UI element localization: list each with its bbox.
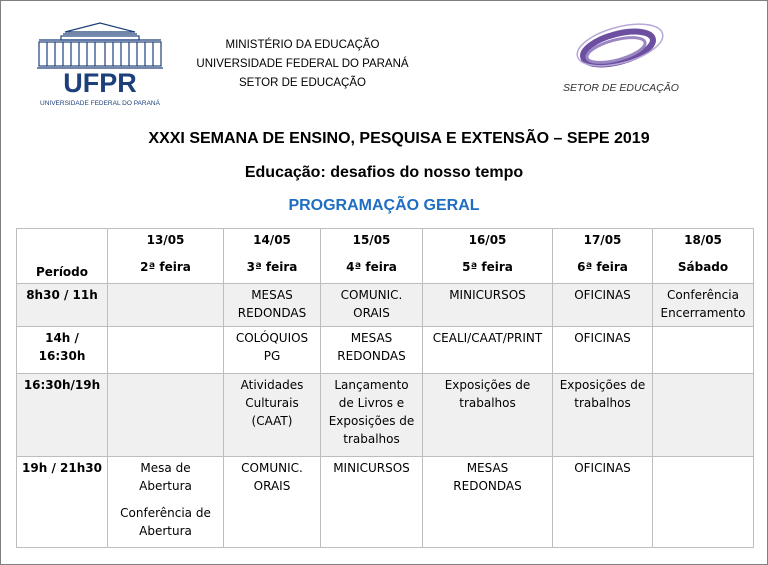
day-header [108, 229, 224, 284]
day-weekday: 3ª feira [246, 260, 298, 274]
day-date: 16/05 [468, 233, 507, 247]
activity-cell [423, 284, 553, 327]
period-text: 16:30h/19h [23, 378, 101, 392]
schedule-table [16, 228, 754, 548]
activity-text: OFICINAS [574, 461, 631, 475]
period-cell [17, 374, 108, 457]
activity-cell [423, 327, 553, 374]
activity-cell [108, 327, 224, 374]
activity-cell [224, 327, 321, 374]
day-date: 13/05 [146, 233, 185, 247]
period-text: 14h / [45, 331, 79, 345]
activity-text: MESAS [251, 288, 293, 302]
activity-text: trabalhos [574, 396, 631, 410]
activity-text: trabalhos [343, 432, 400, 446]
activity-text: CEALI/CAAT/PRINT [432, 331, 543, 345]
activity-text: de Livros e [338, 396, 405, 410]
activity-text: REDONDAS [453, 479, 522, 493]
activity-text: MINICURSOS [333, 461, 410, 475]
activity-text: (CAAT) [251, 414, 293, 428]
activity-cell [653, 374, 754, 457]
day-weekday: Sábado [677, 260, 729, 274]
activity-text: Exposições de [559, 378, 646, 392]
activity-cell [108, 374, 224, 457]
period-cell [17, 284, 108, 327]
activity-cell [321, 374, 423, 457]
activity-cell [423, 457, 553, 548]
day-header [224, 229, 321, 284]
activity-text: Lançamento [334, 378, 409, 392]
activity-text: MESAS [466, 461, 509, 475]
activity-cell [653, 457, 754, 548]
ministry-header [190, 36, 415, 93]
day-weekday: 2ª feira [140, 260, 191, 274]
sector-line: SETOR DE EDUCAÇÃO [239, 77, 366, 89]
activity-text: COMUNIC. [340, 288, 403, 302]
activity-cell [553, 457, 653, 548]
period-text: 19h / 21h30 [22, 461, 102, 475]
ufpr-logo [35, 22, 165, 108]
schedule-body [17, 284, 754, 548]
activity-text: MINICURSOS [449, 288, 526, 302]
activity-text: trabalhos [459, 396, 516, 410]
period-cell [17, 327, 108, 374]
activity-text: Exposições de [328, 414, 415, 428]
period-text: 16:30h [38, 349, 86, 363]
activity-cell [321, 284, 423, 327]
activity-text: OFICINAS [574, 331, 631, 345]
program-title: PROGRAMAÇÃO GERAL [288, 197, 480, 214]
table-row [17, 374, 754, 457]
day-date: 18/05 [684, 233, 722, 247]
setor-logo-text: SETOR DE EDUCAÇÃO [563, 82, 679, 94]
activity-cell [423, 374, 553, 457]
day-date: 15/05 [352, 233, 391, 247]
activity-text: OFICINAS [574, 288, 631, 302]
table-row [17, 327, 754, 374]
theme-title: Educação: desafios do nosso tempo [244, 164, 524, 181]
day-weekday: 5ª feira [462, 260, 513, 274]
activity-cell [224, 374, 321, 457]
activity-text: Abertura [139, 479, 192, 493]
period-header-label: Período [35, 265, 89, 279]
activity-cell [108, 284, 224, 327]
activity-cell [108, 457, 224, 548]
day-header [653, 229, 754, 284]
ministry-line: MINISTÉRIO DA EDUCAÇÃO [225, 39, 380, 51]
activity-cell [224, 284, 321, 327]
activity-text: ORAIS [353, 306, 390, 320]
activity-cell [553, 327, 653, 374]
activity-cell [321, 327, 423, 374]
activity-cell [321, 457, 423, 548]
day-header [553, 229, 653, 284]
activity-text: Conferência de [120, 506, 211, 520]
day-date: 14/05 [253, 233, 291, 247]
activity-text: Mesa de [140, 461, 191, 475]
activity-text: MESAS [350, 331, 393, 345]
day-header [321, 229, 423, 284]
activity-text: Abertura [139, 524, 192, 538]
activity-text: ORAIS [253, 479, 291, 493]
ufpr-logo-text: UFPR [63, 68, 137, 98]
day-header [423, 229, 553, 284]
table-row [17, 457, 754, 548]
table-row [17, 284, 754, 327]
ufpr-logo-subtitle: UNIVERSIDADE FEDERAL DO PARANÁ [40, 100, 160, 107]
day-weekday: 6ª feira [577, 260, 628, 274]
activity-text: Atividades [240, 378, 304, 392]
day-date: 17/05 [583, 233, 622, 247]
period-text: 8h30 / 11h [26, 288, 98, 302]
event-title: XXXI SEMANA DE ENSINO, PESQUISA E EXTENSÃO – SEPE 2019 [148, 130, 650, 147]
activity-cell [653, 284, 754, 327]
activity-cell [653, 327, 754, 374]
activity-text: PG [263, 349, 281, 363]
activity-text: REDONDAS [237, 306, 307, 320]
day-weekday: 4ª feira [346, 260, 397, 274]
cell-spacer [110, 495, 221, 504]
activity-cell [224, 457, 321, 548]
header-row [17, 229, 754, 284]
activity-text: REDONDAS [337, 349, 406, 363]
activity-cell [553, 284, 653, 327]
activity-cell [553, 374, 653, 457]
period-header [17, 229, 108, 284]
activity-text: COLÓQUIOS [235, 331, 309, 345]
university-line: UNIVERSIDADE FEDERAL DO PARANÁ [196, 58, 409, 70]
activity-text: Conferência [667, 288, 739, 302]
activity-text: Culturais [245, 396, 299, 410]
period-cell [17, 457, 108, 548]
activity-text: COMUNIC. [241, 461, 303, 475]
activity-text: Exposições de [444, 378, 531, 392]
activity-text: Encerramento [660, 306, 746, 320]
